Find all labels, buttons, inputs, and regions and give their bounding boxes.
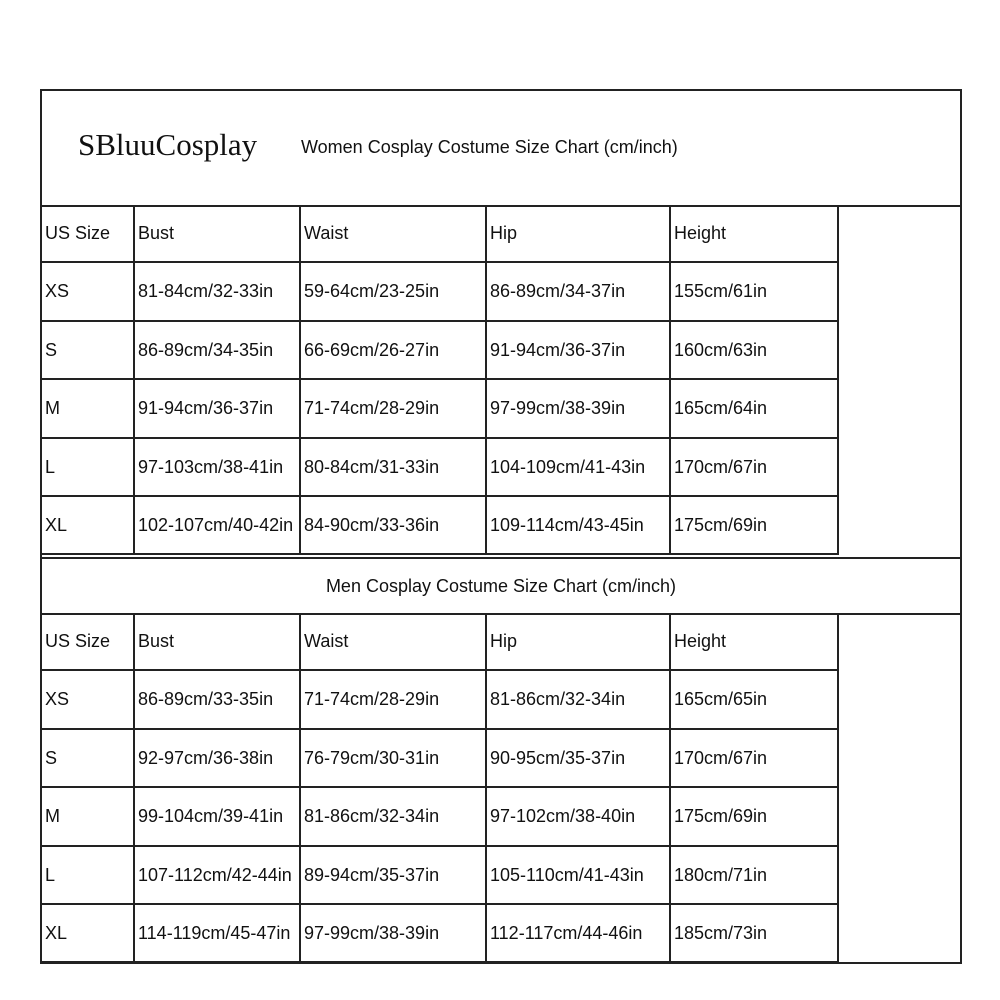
table-cell: 92-97cm/36-38in	[135, 730, 301, 788]
table-cell: 185cm/73in	[671, 905, 839, 963]
table-row	[42, 439, 960, 497]
table-row	[42, 263, 960, 321]
table-cell: 80-84cm/31-33in	[301, 439, 487, 497]
table-cell: XL	[42, 905, 135, 963]
empty-column	[839, 788, 960, 846]
table-cell: M	[42, 788, 135, 846]
women-size-table	[42, 205, 960, 555]
empty-column	[839, 380, 960, 438]
table-cell: 97-103cm/38-41in	[135, 439, 301, 497]
table-cell: 165cm/65in	[671, 671, 839, 729]
table-cell: 90-95cm/35-37in	[487, 730, 671, 788]
column-header: Bust	[135, 205, 301, 263]
empty-column	[839, 905, 960, 963]
table-cell: 160cm/63in	[671, 322, 839, 380]
column-header: US Size	[42, 205, 135, 263]
table-row	[42, 497, 960, 555]
table-cell: 97-99cm/38-39in	[487, 380, 671, 438]
table-cell: S	[42, 322, 135, 380]
empty-column	[839, 613, 960, 671]
table-cell: 170cm/67in	[671, 439, 839, 497]
table-cell: 165cm/64in	[671, 380, 839, 438]
table-cell: 86-89cm/33-35in	[135, 671, 301, 729]
table-cell: 107-112cm/42-44in	[135, 847, 301, 905]
table-cell: 109-114cm/43-45in	[487, 497, 671, 555]
column-header: Height	[671, 613, 839, 671]
table-cell: L	[42, 439, 135, 497]
table-cell: 155cm/61in	[671, 263, 839, 321]
empty-column	[839, 671, 960, 729]
table-header-row	[42, 613, 960, 671]
empty-column	[839, 730, 960, 788]
table-cell: 76-79cm/30-31in	[301, 730, 487, 788]
table-cell: 97-99cm/38-39in	[301, 905, 487, 963]
table-cell: 89-94cm/35-37in	[301, 847, 487, 905]
empty-column	[839, 205, 960, 263]
table-cell: 104-109cm/41-43in	[487, 439, 671, 497]
empty-column	[839, 263, 960, 321]
table-cell: XS	[42, 671, 135, 729]
size-chart	[40, 89, 962, 964]
column-header: Hip	[487, 205, 671, 263]
table-cell: 99-104cm/39-41in	[135, 788, 301, 846]
empty-column	[839, 439, 960, 497]
table-cell: 170cm/67in	[671, 730, 839, 788]
table-cell: 59-64cm/23-25in	[301, 263, 487, 321]
table-cell: 81-84cm/32-33in	[135, 263, 301, 321]
table-cell: 175cm/69in	[671, 788, 839, 846]
women-chart-title: Women Cosplay Costume Size Chart (cm/inch)	[301, 137, 678, 157]
column-header: Waist	[301, 205, 487, 263]
table-cell: 114-119cm/45-47in	[135, 905, 301, 963]
column-header: Bust	[135, 613, 301, 671]
table-row	[42, 671, 960, 729]
table-cell: XL	[42, 497, 135, 555]
table-cell: 175cm/69in	[671, 497, 839, 555]
table-cell: 86-89cm/34-35in	[135, 322, 301, 380]
men-chart-title: Men Cosplay Costume Size Chart (cm/inch)	[42, 557, 960, 615]
table-row	[42, 322, 960, 380]
table-cell: 102-107cm/40-42in	[135, 497, 301, 555]
column-header: Hip	[487, 613, 671, 671]
column-header: Height	[671, 205, 839, 263]
table-row	[42, 788, 960, 846]
column-header: Waist	[301, 613, 487, 671]
table-cell: M	[42, 380, 135, 438]
table-row	[42, 905, 960, 963]
table-cell: 91-94cm/36-37in	[487, 322, 671, 380]
empty-column	[839, 322, 960, 380]
table-cell: L	[42, 847, 135, 905]
table-cell: 81-86cm/32-34in	[301, 788, 487, 846]
table-cell: 91-94cm/36-37in	[135, 380, 301, 438]
brand-logo-text: SBluuCosplay	[78, 127, 258, 162]
table-header-row	[42, 205, 960, 263]
table-cell: 105-110cm/41-43in	[487, 847, 671, 905]
table-cell: 180cm/71in	[671, 847, 839, 905]
column-header: US Size	[42, 613, 135, 671]
table-cell: 71-74cm/28-29in	[301, 380, 487, 438]
table-cell: 71-74cm/28-29in	[301, 671, 487, 729]
table-cell: 81-86cm/32-34in	[487, 671, 671, 729]
title-row	[42, 91, 960, 207]
table-cell: 86-89cm/34-37in	[487, 263, 671, 321]
table-row	[42, 380, 960, 438]
men-size-table	[42, 613, 960, 963]
table-cell: 84-90cm/33-36in	[301, 497, 487, 555]
table-cell: 66-69cm/26-27in	[301, 322, 487, 380]
table-cell: 112-117cm/44-46in	[487, 905, 671, 963]
empty-column	[839, 497, 960, 555]
table-row	[42, 730, 960, 788]
table-row	[42, 847, 960, 905]
empty-column	[839, 847, 960, 905]
table-cell: 97-102cm/38-40in	[487, 788, 671, 846]
table-cell: S	[42, 730, 135, 788]
table-cell: XS	[42, 263, 135, 321]
